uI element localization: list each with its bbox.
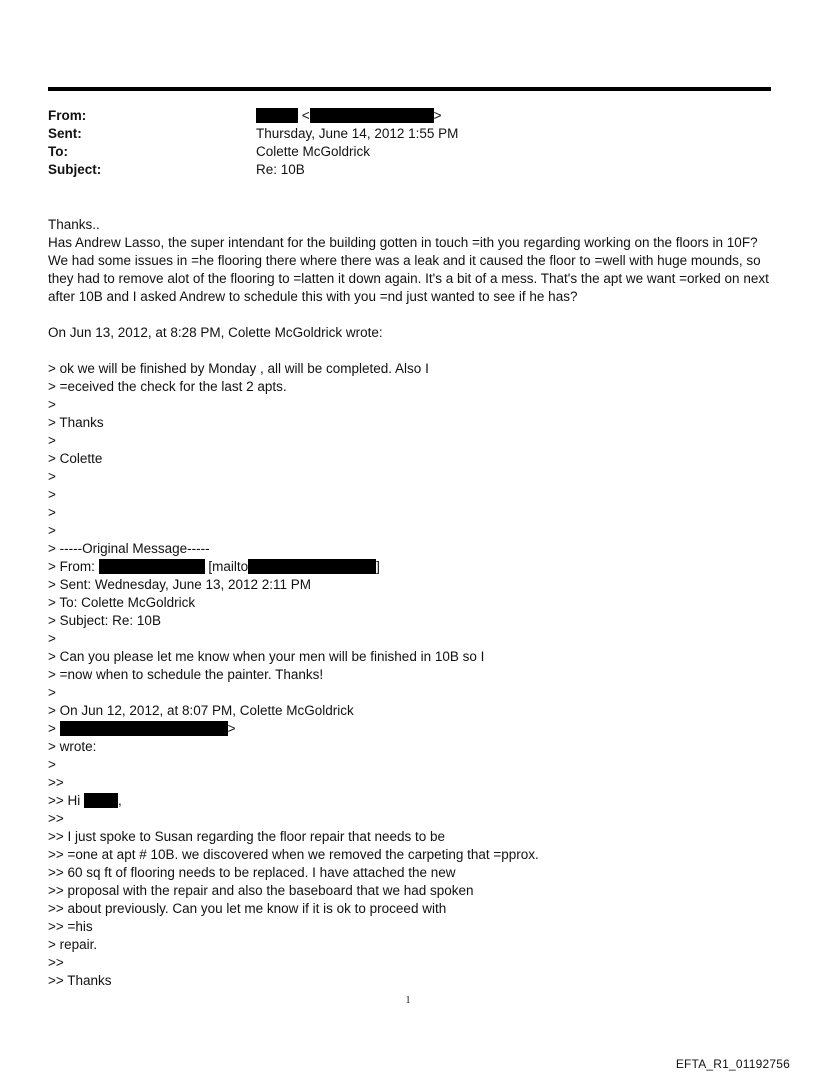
quoted-greeting-end: , <box>118 793 122 808</box>
quoted-line: > Subject: Re: 10B <box>48 613 161 628</box>
quoted-line: > =eceived the check for the last 2 apts. <box>48 379 287 394</box>
to-row <box>48 143 768 161</box>
quoted-line: > <box>48 487 56 502</box>
sent-value: Thursday, June 14, 2012 1:55 PM <box>256 126 459 141</box>
quoted-from-end: ] <box>376 559 380 574</box>
quoted-line: >> =his <box>48 919 93 934</box>
quoted-line: > -----Original Message----- <box>48 541 210 556</box>
spacer <box>48 342 773 360</box>
quoted-line: >> I just spoke to Susan regarding the floor repair that needs to be <box>48 829 446 844</box>
subject-label: Subject: <box>48 162 102 177</box>
quoted-address-line <box>48 720 773 738</box>
quoted-line: >> 60 sq ft of flooring needs to be replaced. I have attached the new <box>48 865 456 880</box>
email-header <box>48 107 768 179</box>
quoted-line: >> <box>48 955 64 970</box>
quoted-address-prefix: > <box>48 721 60 736</box>
document-id: EFTA_R1_01192756 <box>675 1057 790 1071</box>
quoted-line: > Sent: Wednesday, June 13, 2012 2:11 PM <box>48 577 312 592</box>
redaction-block <box>84 793 118 808</box>
from-value <box>256 107 442 125</box>
page-number: 1 <box>405 995 411 1006</box>
sent-label: Sent: <box>48 126 82 141</box>
redaction-block <box>248 559 376 574</box>
quoted-line: > ok we will be finished by Monday , all will be completed. Also I <box>48 361 429 376</box>
quoted-line: > <box>48 469 56 484</box>
quoted-greeting-line <box>48 792 773 810</box>
quoted-line: > <box>48 433 56 448</box>
to-value: Colette McGoldrick <box>256 144 371 159</box>
redaction-block <box>256 108 298 123</box>
redaction-block <box>99 559 205 574</box>
quoted-line: > Can you please let me know when your men will be finished in 10B so I <box>48 649 485 664</box>
reply-header: On Jun 13, 2012, at 8:28 PM, Colette McGoldrick wrote: <box>48 325 383 340</box>
quoted-from-prefix: > From: <box>48 559 99 574</box>
to-label: To: <box>48 144 68 159</box>
quoted-line: >> Thanks <box>48 973 112 988</box>
quoted-line: >> proposal with the repair and also the baseboard that we had spoken <box>48 883 474 898</box>
from-close-bracket: > <box>433 108 442 123</box>
body-paragraph: Has Andrew Lasso, the super intendant for the building gotten in touch =ith you regarding working on the floors in 10F? We had some issues in =he flooring there where there was a leak and it caused the floor to =well with huge mounds, so they had to remove alot of the flooring to =latten it down again. It's a bit of a mess. That's the apt we want =orked on next after 10B and I asked Andrew to schedule this with you =nd just wanted to see if he has? <box>48 235 769 304</box>
quoted-line: > <box>48 523 56 538</box>
quoted-greeting-prefix: >> Hi <box>48 793 85 808</box>
quoted-line: > <box>48 397 56 412</box>
email-body <box>48 216 773 990</box>
quoted-line: > =now when to schedule the painter. Thanks! <box>48 667 324 682</box>
quoted-line: > <box>48 757 56 772</box>
quoted-line: > Colette <box>48 451 103 466</box>
quoted-address-end: > <box>227 721 236 736</box>
quoted-line: >> =one at apt # 10B. we discovered when we removed the carpeting that =pprox. <box>48 847 539 862</box>
from-label: From: <box>48 108 87 123</box>
quoted-line: > <box>48 631 56 646</box>
quoted-from-mailto: [mailto <box>204 559 249 574</box>
quoted-line: > To: Colette McGoldrick <box>48 595 196 610</box>
greeting: Thanks.. <box>48 217 100 232</box>
sent-row <box>48 125 768 143</box>
quoted-line: >> <box>48 811 64 826</box>
subject-value: Re: 10B <box>256 162 305 177</box>
quoted-line: > On Jun 12, 2012, at 8:07 PM, Colette McGoldrick <box>48 703 354 718</box>
quoted-from-line <box>48 558 773 576</box>
subject-row <box>48 161 768 179</box>
quoted-line: > Thanks <box>48 415 104 430</box>
quoted-line: > wrote: <box>48 739 97 754</box>
quoted-line: >> about previously. Can you let me know if it is ok to proceed with <box>48 901 447 916</box>
spacer <box>48 306 773 324</box>
from-open-bracket: < <box>301 108 310 123</box>
quoted-line: > <box>48 505 56 520</box>
header-rule <box>48 87 771 91</box>
from-row <box>48 107 768 125</box>
quoted-line: >> <box>48 775 64 790</box>
quoted-line: > <box>48 685 56 700</box>
redaction-block <box>60 721 228 736</box>
redaction-block <box>310 108 434 123</box>
quoted-line: > repair. <box>48 937 98 952</box>
